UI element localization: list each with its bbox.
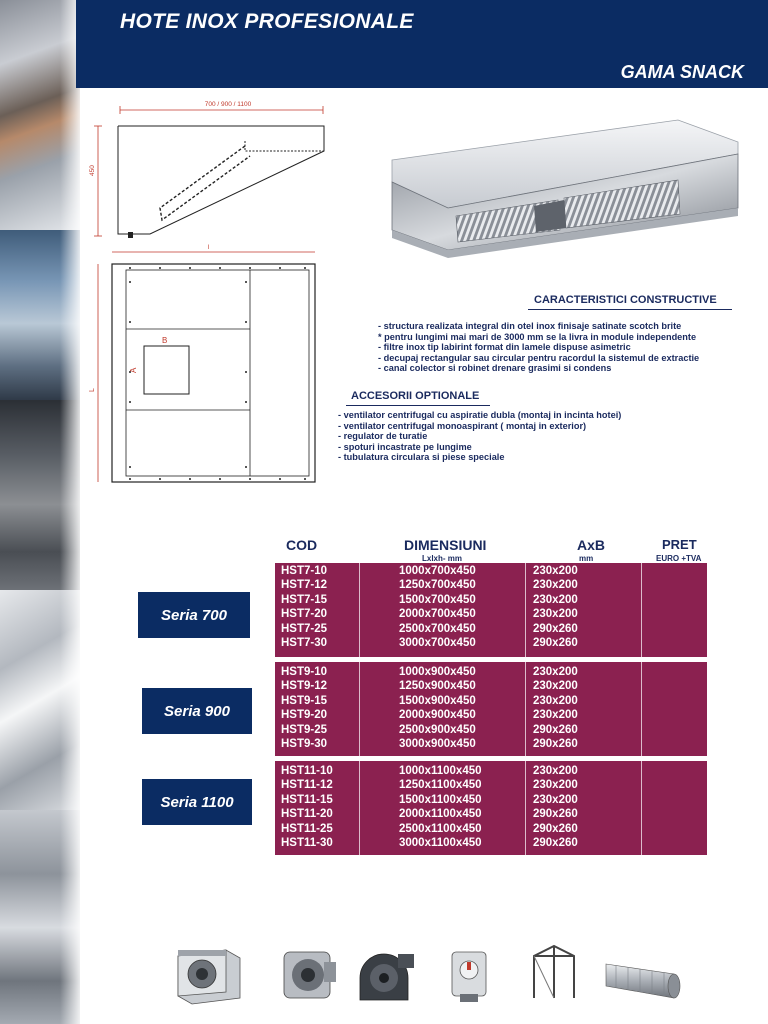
list-item: - canal colector si robinet drenare grasimi si condens: [378, 363, 612, 374]
table-row: HST11-15 1500x1100x450 230x200: [281, 793, 578, 806]
list-item: - regulator de turatie: [338, 431, 428, 442]
list-item: - filtre inox tip labirint format din lamele dispuse asimetric: [378, 342, 631, 353]
table-row: HST11-25 2500x1100x450 290x260: [281, 822, 578, 835]
accessories-section-title: ACCESORII OPTIONALE: [351, 390, 480, 402]
column-header-cod: COD: [286, 537, 318, 553]
cutout-label-b: B: [162, 336, 168, 345]
list-item: - ventilator centrifugal monoaspirant ( montaj in exterior): [338, 420, 587, 431]
table-row: HST7-15 1500x700x450 230x200: [281, 593, 578, 606]
width-dimension-label: 700 / 900 / 1100: [204, 101, 252, 108]
centrifugal-fan-icon: [278, 942, 340, 1004]
circular-duct-icon: [602, 942, 684, 1004]
series-label-900: Seria 900: [142, 688, 252, 734]
table-block-1100: [275, 761, 707, 855]
kitchen-photo-strip: [0, 0, 80, 1024]
list-item: - tubulatura circulara si piese speciale: [338, 452, 505, 463]
list-item: - structura realizata integral din otel inox finisaje satinate scotch brite: [378, 321, 682, 331]
table-row: HST9-12 1250x900x450 230x200: [281, 680, 578, 693]
series-label-700: Seria 700: [138, 592, 250, 638]
table-row: HST9-15 1500x900x450 230x200: [281, 694, 578, 707]
list-item: - ventilator centrifugal cu aspiratie dubla (montaj in incinta hotei): [338, 410, 622, 420]
table-row: HST9-10 1000x900x450 230x200: [281, 666, 578, 678]
table-row: HST9-30 3000x900x450 290x260: [281, 738, 578, 750]
table-block-700: [275, 563, 707, 657]
column-subheader-dimensiuni: Lxlxh- mm: [422, 554, 463, 563]
table-row: HST7-10 1000x700x450 230x200: [281, 565, 578, 577]
single-inlet-fan-icon: [354, 942, 418, 1004]
page-subtitle: GAMA SNACK: [620, 62, 744, 82]
table-row: HST11-10 1000x1100x450 230x200: [281, 765, 578, 777]
length-top-label: l: [208, 244, 210, 251]
constructive-section-title: CARACTERISTICI CONSTRUCTIVE: [534, 294, 717, 306]
double-inlet-fan-box-icon: [172, 942, 246, 1004]
column-subheader-pret: EURO +TVA: [656, 554, 702, 563]
hood-top-drawing: [90, 242, 330, 488]
constructive-list: [378, 321, 748, 374]
corner-frame-icon: [528, 942, 580, 1004]
table-row: HST9-25 2500x900x450 290x260: [281, 723, 578, 736]
cutout-label-a: A: [129, 367, 138, 373]
table-row: HST7-25 2500x700x450 290x260: [281, 622, 578, 635]
table-row: HST11-12 1250x1100x450 230x200: [281, 779, 578, 792]
table-row: HST9-20 2000x900x450 230x200: [281, 709, 578, 722]
page-header: [76, 0, 768, 88]
column-header-pret: PRET: [662, 537, 697, 552]
table-row: HST7-30 3000x700x450 290x260: [281, 637, 578, 649]
column-subheader-axb: mm: [579, 554, 594, 563]
table-row: HST7-20 2000x700x450 230x200: [281, 608, 578, 621]
table-row: HST11-30 3000x1100x450 290x260: [281, 837, 578, 849]
height-dimension-label: 450: [89, 165, 96, 176]
list-item: * pentru lungimi mai mari de 3000 mm se la livra in module independente: [378, 331, 697, 342]
table-row: HST11-20 2000x1100x450 290x260: [281, 808, 578, 821]
page-title: HOTE INOX PROFESIONALE: [120, 10, 414, 33]
table-row: HST7-12 1250x700x450 230x200: [281, 579, 578, 592]
list-item: - decupaj rectangular sau circular pentru racordul la sistemul de extractie: [378, 352, 700, 363]
column-header-axb: AxB: [577, 537, 606, 553]
length-side-label: L: [89, 388, 96, 392]
table-block-900: [275, 662, 707, 756]
column-header-dimensiuni: DIMENSIUNI: [404, 537, 487, 553]
speed-regulator-icon: [446, 942, 494, 1004]
accessories-list: [338, 410, 668, 463]
hood-product-photo: [378, 112, 744, 262]
hood-side-drawing: [90, 96, 330, 246]
list-item: - spoturi incastrate pe lungime: [338, 441, 472, 452]
series-label-1100: Seria 1100: [142, 779, 252, 825]
